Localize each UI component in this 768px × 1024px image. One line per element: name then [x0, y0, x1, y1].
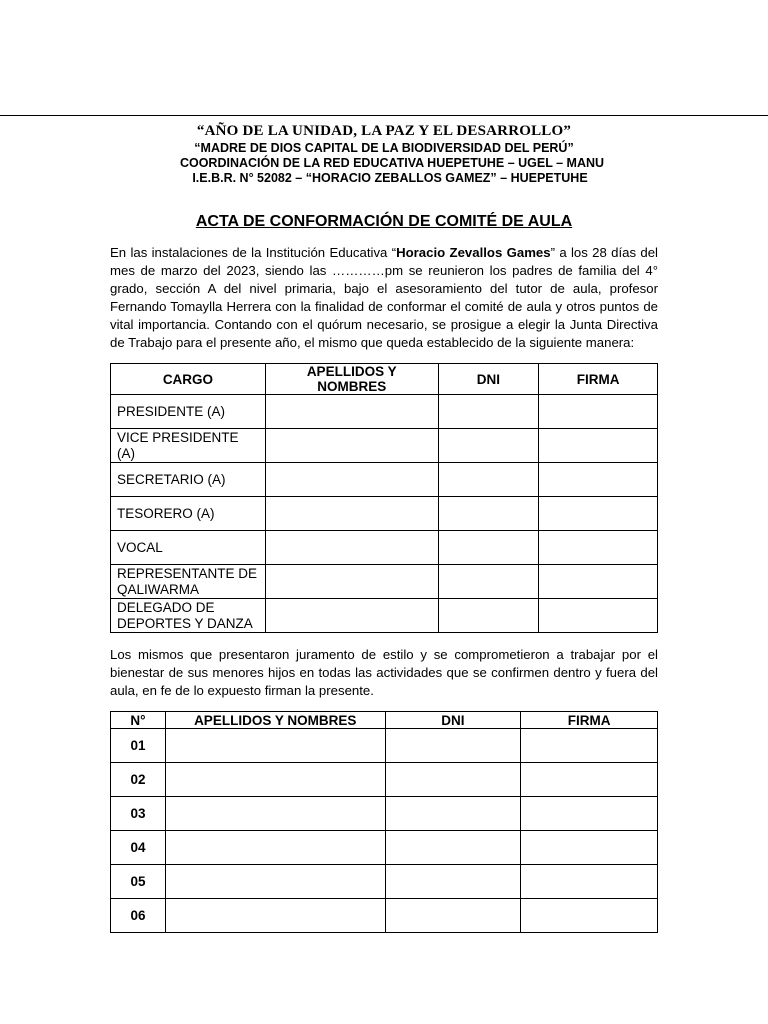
signature-cell: [539, 497, 658, 531]
role-cell: TESORERO (A): [111, 497, 266, 531]
dni-cell: [385, 865, 521, 899]
column-header-number: N°: [111, 712, 166, 729]
row-number: 06: [111, 899, 166, 933]
names-cell: [265, 497, 438, 531]
column-header-dni: DNI: [438, 364, 539, 395]
signature-cell: [539, 565, 658, 599]
dni-cell: [385, 831, 521, 865]
table-row: [111, 497, 658, 531]
dni-cell: [438, 395, 539, 429]
dni-cell: [438, 565, 539, 599]
column-header-cargo: CARGO: [111, 364, 266, 395]
names-cell: [265, 565, 438, 599]
role-cell: DELEGADO DE DEPORTES Y DANZA: [111, 599, 266, 633]
signature-table: [110, 711, 658, 933]
names-cell: [265, 395, 438, 429]
dni-cell: [385, 899, 521, 933]
row-number: 02: [111, 763, 166, 797]
table-row: [111, 831, 658, 865]
dni-cell: [438, 497, 539, 531]
signature-table-header: [111, 712, 658, 729]
network-coordination: COORDINACIÓN DE LA RED EDUCATIVA HUEPETUHE – UGEL – MANU: [179, 156, 605, 170]
document-title: ACTA DE CONFORMACIÓN DE COMITÉ DE AULA: [195, 213, 573, 230]
names-cell: [165, 865, 385, 899]
names-cell: [265, 599, 438, 633]
signature-cell: [521, 899, 658, 933]
names-cell: [165, 831, 385, 865]
role-cell: REPRESENTANTE DE QALIWARMA: [111, 565, 266, 599]
column-header-dni: DNI: [385, 712, 521, 729]
year-motto: “AÑO DE LA UNIDAD, LA PAZ Y EL DESARROLLO”: [196, 123, 572, 139]
table-row: [111, 763, 658, 797]
signature-cell: [539, 531, 658, 565]
dni-cell: [385, 763, 521, 797]
names-cell: [165, 797, 385, 831]
names-cell: [165, 899, 385, 933]
signature-cell: [539, 429, 658, 463]
column-header-names: APELLIDOS Y NOMBRES: [165, 712, 385, 729]
table-row: [111, 899, 658, 933]
role-cell: VICE PRESIDENTE (A): [111, 429, 266, 463]
dni-cell: [438, 531, 539, 565]
column-header-names: APELLIDOS Y NOMBRES: [265, 364, 438, 395]
names-cell: [165, 763, 385, 797]
signature-cell: [521, 797, 658, 831]
school-name: Horacio Zevallos Games: [396, 245, 551, 260]
dni-cell: [385, 797, 521, 831]
table-row: [111, 729, 658, 763]
role-cell: VOCAL: [111, 531, 266, 565]
row-number: 05: [111, 865, 166, 899]
signature-cell: [521, 865, 658, 899]
table-row: [111, 865, 658, 899]
names-cell: [165, 729, 385, 763]
region-slogan: “MADRE DE DIOS CAPITAL DE LA BIODIVERSIDAD DEL PERÚ”: [194, 141, 574, 155]
table-row: [111, 599, 658, 633]
signature-cell: [539, 463, 658, 497]
signature-cell: [539, 395, 658, 429]
column-header-firma: FIRMA: [539, 364, 658, 395]
signature-cell: [539, 599, 658, 633]
role-cell: PRESIDENTE (A): [111, 395, 266, 429]
intro-paragraph: [110, 244, 658, 352]
names-cell: [265, 429, 438, 463]
committee-table-header: [111, 364, 658, 395]
row-number: 03: [111, 797, 166, 831]
column-header-firma: FIRMA: [521, 712, 658, 729]
table-row: [111, 463, 658, 497]
names-cell: [265, 463, 438, 497]
role-cell: SECRETARIO (A): [111, 463, 266, 497]
dni-cell: [438, 599, 539, 633]
intro-text-before: En las instalaciones de la Institución Educativa “: [110, 245, 397, 260]
signature-cell: [521, 729, 658, 763]
table-row: [111, 395, 658, 429]
table-row: [111, 429, 658, 463]
school-header: I.E.B.R. N° 52082 – “HORACIO ZEBALLOS GAMEZ” – HUEPETUHE: [192, 171, 588, 185]
table-row: [111, 565, 658, 599]
dni-cell: [438, 463, 539, 497]
names-cell: [265, 531, 438, 565]
row-number: 01: [111, 729, 166, 763]
table-row: [111, 797, 658, 831]
table-row: [111, 531, 658, 565]
intro-text-after: ” a los 28 días del mes de marzo del 2023, siendo las …………pm se reunieron los padres de familia del 4° grado, sección A del nivel primaria, bajo el asesoramiento del tutor de aula, profesor Fernando Tomaylla Herrera con la finalidad de conformar el comité de aula y otros puntos de vital importancia. Contando con el quórum necesario, se prosigue a elegir la Junta Directiva de Trabajo para el presente año, el mismo que queda establecido de la siguiente manera:: [110, 245, 658, 350]
signature-cell: [521, 763, 658, 797]
dni-cell: [385, 729, 521, 763]
signature-cell: [521, 831, 658, 865]
row-number: 04: [111, 831, 166, 865]
dni-cell: [438, 429, 539, 463]
header-rule: [0, 115, 768, 116]
committee-table: [110, 363, 658, 633]
closing-paragraph: Los mismos que presentaron juramento de estilo y se comprometieron a trabajar por el bienestar de sus menores hijos en todas las actividades que se confirmen dentro y fuera del aula, en fe de lo expuesto firman la presente.: [110, 647, 658, 698]
